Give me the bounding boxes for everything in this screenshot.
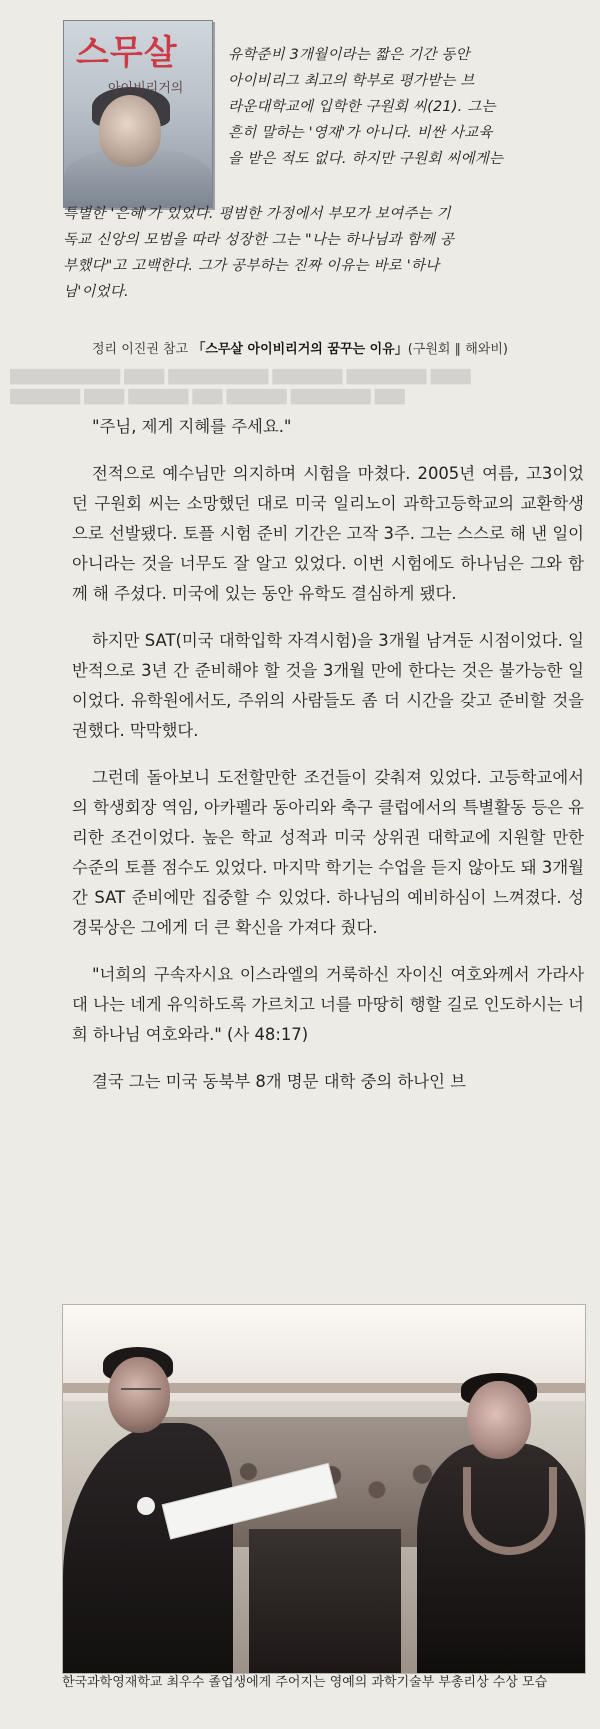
intro-text-right (228, 42, 581, 172)
source-credit (92, 338, 508, 357)
article-paragraph-5: "너희의 구속자시요 이스라엘의 거룩하신 자이신 여호와께서 가라사대 나는 네게 유익하도록 가르치고 너를 마땅히 행할 길로 인도하시는 너희 하나님 여호와라." (사 48:17) (72, 965, 584, 1044)
intro-line: 특별한 '은혜'가 있었다. 평범한 가정에서 부모가 보여주는 기 (63, 206, 451, 222)
book-cover-image (63, 20, 213, 208)
intro-section (63, 20, 581, 320)
photo-presenter-body (63, 1423, 233, 1673)
credit-prefix: 정리 이진권 참고 (92, 342, 193, 357)
article-paragraph-1: "주님, 제게 지혜를 주세요." (92, 417, 292, 436)
intro-line: 부했다"고 고백한다. 그가 공부하는 진짜 이유는 바로 '하나 (63, 258, 440, 274)
article-paragraph-6: 결국 그는 미국 동북부 8개 명문 대학 중의 하나인 브 (92, 1072, 466, 1091)
faded-text-line: ███████ ████ ██████ ███ ██████ ████████ ███ (10, 390, 405, 405)
credit-suffix: (구원회 ∥ 해와비) (407, 342, 508, 357)
intro-line: 라운대학교에 입학한 구원회 씨(21). 그는 (228, 99, 496, 115)
book-cover-subtitle: 아이비리거의 (108, 81, 184, 96)
intro-line: 을 받은 적도 없다. 하지만 구원회 씨에게는 (228, 151, 504, 167)
intro-line: 독교 신앙의 모범을 따라 성장한 그는 "나는 하나님과 함께 공 (63, 232, 455, 248)
credit-book-title: 「스무살 아이비리거의 꿈꾸는 이유」 (192, 342, 408, 357)
intro-line: 흔히 말하는 '영재'가 아니다. 비싼 사교육 (228, 125, 493, 141)
book-cover-face-shape (99, 95, 161, 167)
intro-line: 아이비리그 최고의 학부로 평가받는 브 (228, 73, 475, 89)
book-cover-title: 스무살 (76, 33, 178, 73)
intro-text-full (63, 201, 581, 305)
photo-student-head (467, 1381, 531, 1459)
glasses-icon (121, 1388, 161, 1400)
award-photo (62, 1304, 586, 1674)
article-paragraph-2: 전적으로 예수님만 의지하며 시험을 마쳤다. 2005년 여름, 고3이었던 구원회 씨는 소망했던 대로 미국 일리노이 과학고등학교의 교환학생으로 선발됐다. 토플 시험 준비 기간은 고작 3주. 그는 스스로 해 낸 일이 아니라는 것을 너무도 잘 알고 있었다. 이번 시험에도 하나님은 그와 함께 해 주셨다. 미국에 있는 동안 유학도 결심하게 됐다. (72, 464, 584, 603)
photo-podium (249, 1529, 401, 1673)
photo-graduation-hood (463, 1467, 557, 1555)
intro-line: 님'이었다. (63, 284, 129, 300)
article-body (72, 412, 584, 1114)
article-paragraph-4: 그런데 돌아보니 도전할만한 조건들이 갖춰져 있었다. 고등학교에서의 학생회장 역임, 아카펠라 동아리와 축구 클럽에서의 특별활동 등은 유리한 조건이었다. 높은 학교 성적과 미국 상위권 대학교에 지원할 만한 수준의 토플 점수도 있었다. 마지막 학기는 수업을 듣지 않아도 돼 3개월간 SAT 준비에만 집중할 수 있었다. 하나님의 예비하심이 느껴졌다. 성경묵상은 그에게 더 큰 확신을 가져다 줬다. (72, 768, 584, 937)
flower-corsage-icon (137, 1497, 155, 1515)
faded-text-line: ███████████ ████ ██████████ ███████ ████████ ████ (10, 370, 471, 385)
article-paragraph-3: 하지만 SAT(미국 대학입학 자격시험)을 3개월 남겨둔 시점이었다. 일반적으로 3년 간 준비해야 할 것을 3개월 만에 한다는 것은 불가능한 일이었다. 유학원에서도, 주위의 사람들도 좀 더 시간을 갖고 준비할 것을 권했다. 막막했다. (72, 631, 584, 740)
intro-line: 유학준비 3개월이라는 짧은 기간 동안 (228, 47, 470, 63)
photo-caption: 한국과학영재학교 최우수 졸업생에게 주어지는 영예의 과학기술부 부총리상 수상 모습 (62, 1675, 548, 1690)
faded-background-text (0, 368, 600, 412)
